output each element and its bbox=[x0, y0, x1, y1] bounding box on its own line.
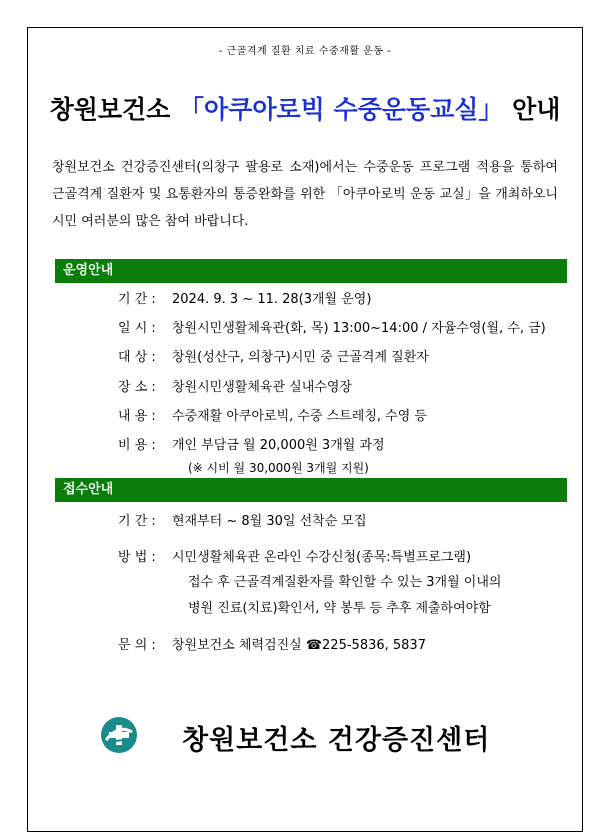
title-suffix: 안내 bbox=[503, 95, 561, 124]
operation-cost-row bbox=[118, 434, 572, 453]
intro-paragraph: 창원보건소 건강증진센터(의창구 팔용로 소재)에서는 수중운동 프로그램 적용을 통하여 근골격계 질환자 및 요통환자의 통증완화를 위한 「아쿠아로빅 운동 교실」을 개최하오니 시민 여러분의 많은 참여 바랍니다. bbox=[52, 160, 558, 229]
operation-heading: 운영안내 bbox=[55, 259, 567, 283]
operation-cost-value: 개인 부담금 월 20,000원 3개월 과정 bbox=[172, 438, 385, 453]
operation-place-row bbox=[118, 376, 572, 395]
operation-cost-label: 비 용 : bbox=[118, 438, 156, 453]
poster-frame bbox=[27, 27, 583, 832]
reception-method-row bbox=[118, 546, 572, 565]
reception-method-line3: 병원 진료(치료)확인서, 약 봉투 등 추후 제출하여야함 bbox=[188, 601, 491, 616]
operation-content-value: 수중재활 아쿠아로빅, 수중 스트레칭, 수영 등 bbox=[172, 409, 427, 424]
page-title bbox=[28, 90, 582, 126]
operation-period-row bbox=[118, 288, 572, 307]
operation-period-value: 2024. 9. 3 ~ 11. 28(3개월 운영) bbox=[172, 292, 372, 307]
operation-target-row bbox=[118, 346, 572, 365]
health-cross-logo-icon bbox=[100, 716, 138, 754]
subtitle: - 근골격계 질환 치료 수중재활 운동 - bbox=[218, 46, 392, 57]
operation-place-label: 장 소 : bbox=[118, 380, 156, 395]
reception-period-row bbox=[118, 510, 572, 529]
operation-target-value: 창원(성산구, 의창구)시민 중 근골격계 질환자 bbox=[172, 350, 429, 365]
reception-heading: 접수안내 bbox=[55, 478, 567, 502]
reception-period-value: 현재부터 ~ 8월 30일 선착순 모집 bbox=[172, 514, 367, 529]
reception-method-line2: 접수 후 근골격계질환자를 확인할 수 있는 3개월 이내의 bbox=[188, 575, 502, 590]
operation-period-label: 기 간 : bbox=[118, 292, 156, 307]
operation-content-row bbox=[118, 405, 572, 424]
operation-place-value: 창원시민생활체육관 실내수영장 bbox=[172, 380, 352, 395]
reception-period-label: 기 간 : bbox=[118, 514, 156, 529]
title-prefix: 창원보건소 bbox=[49, 95, 180, 124]
operation-time-value: 창원시민생활체육관(화, 목) 13:00~14:00 / 자율수영(월, 수, 금) bbox=[172, 321, 546, 336]
reception-method-label: 방 법 : bbox=[118, 550, 156, 565]
title-highlight: 「아쿠아로빅 수중운동교실」 bbox=[179, 95, 504, 124]
reception-inquiry-value: 창원보건소 체력검진실 ☎225-5836, 5837 bbox=[172, 638, 426, 653]
reception-method-line1: 시민생활체육관 온라인 수강신청(종목:특별프로그램) bbox=[172, 550, 472, 565]
reception-inquiry-row bbox=[118, 634, 572, 653]
reception-inquiry-label: 문 의 : bbox=[118, 638, 156, 653]
operation-time-label: 일 시 : bbox=[118, 321, 156, 336]
footer bbox=[100, 714, 520, 758]
operation-content-label: 내 용 : bbox=[118, 409, 156, 424]
operation-cost-note: (※ 시비 월 30,000원 3개월 지원) bbox=[188, 461, 369, 475]
organization-name: 창원보건소 건강증진센터 bbox=[182, 725, 491, 756]
operation-time-row bbox=[118, 317, 572, 336]
operation-target-label: 대 상 : bbox=[118, 350, 156, 365]
